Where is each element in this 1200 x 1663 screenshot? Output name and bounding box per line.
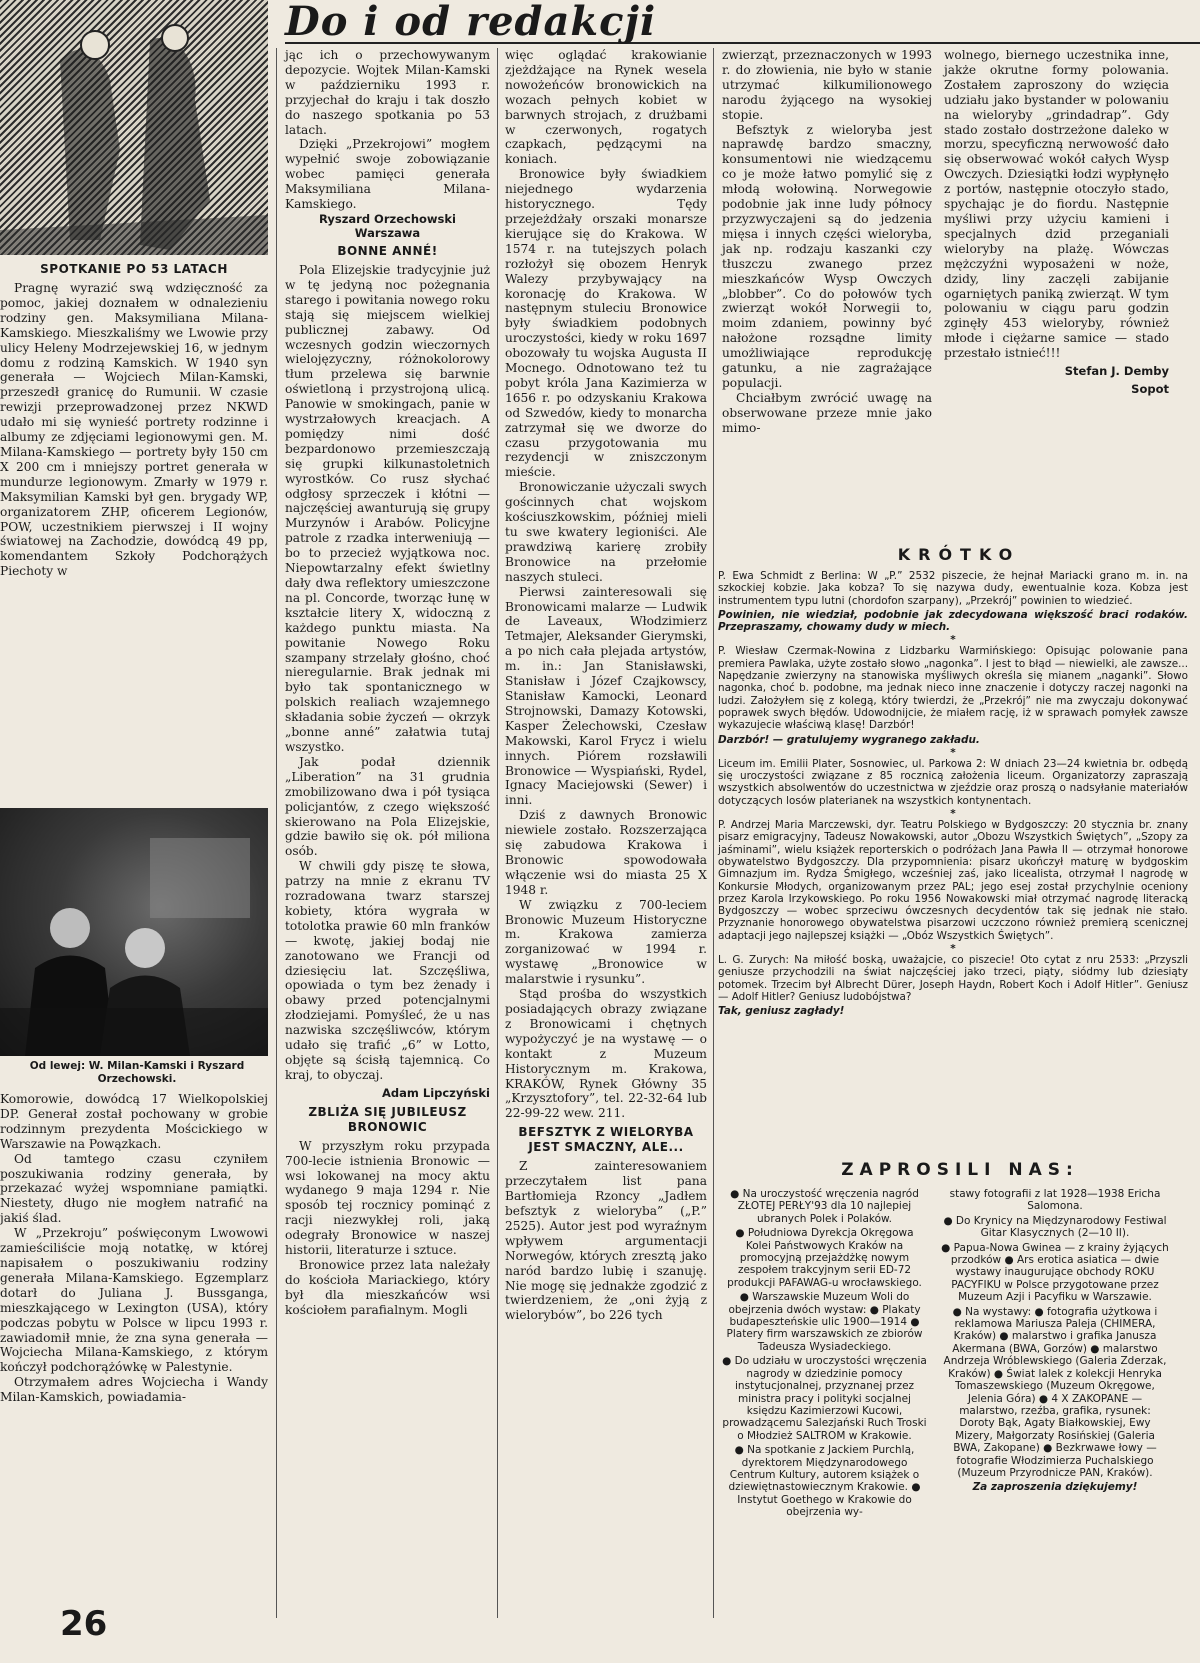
invitation-item: ● Do udziału w uroczystości wręczenia nagrody w dziedzinie pomocy instytucjonalnej, przyznanej przez ministra pracy i polityki socjalnej księdzu Kazimierzowi Kucowi, prowadzącemu Salezjański Ruch Troski o Młodzież SALTROM w Krakowie. bbox=[722, 1355, 927, 1442]
photo-caption: Od lewej: W. Milan-Kamski i Ryszard Orzechowski. bbox=[29, 1060, 245, 1085]
article-title-bonne-anne: BONNE ANNÉ! bbox=[337, 243, 438, 258]
krotko-section bbox=[718, 570, 1188, 1020]
article-title-befsztyk: BEFSZTYK Z WIELORYBA JEST SMACZNY, ALE... bbox=[518, 1125, 694, 1155]
paragraph: Z zainteresowaniem przeczytałem list pana Bartłomieja Rzoncy „Jadłem befsztyk z wieloryba” („P.” 2525). Autor jest pod wyraźnym wpływem argumentacji Norwegów, których zresztą jako naród bardzo lubię i szanuję. Nie mogę się jednakże zgodzić z twierdzeniem, że „oni żyją z wielorybów”, bo 226 tych bbox=[505, 1159, 707, 1323]
editor-reply: Darzbór! — gratulujemy wygranego zakładu. bbox=[718, 733, 980, 746]
paragraph: W chwili gdy piszę te słowa, patrzy na mnie z ekranu TV rozradowana twarz starszej kobiety, która wygrała w totolotka prawie 60 mln franków — kwotę, jakiej bodaj nie zanotowano we Francji od dziesięciu lat. Szczęśliwa, opowiada o tym bez żenady i obawy przed potencjalnymi złodziejami. Pomyśleć, że u nas nazwiska szczęśliwców, którym udało się trafić „6” w Lotto, objęte są ścisłą tajemnicą. Co kraj, to obyczaj. bbox=[285, 859, 490, 1082]
paragraph: Jak podał dziennik „Liberation” na 31 grudnia zmobilizowano dwa i pół tysiąca policjantów, z czego większość skierowano na Pola Elizejskie, gdzie bawiło się ok. pół miliona osób. bbox=[285, 754, 490, 859]
invitation-item: ● Do Krynicy na Międzynarodowy Festiwal Gitar Klasycznych (2—10 II). bbox=[943, 1214, 1167, 1240]
column-5 bbox=[944, 48, 1169, 400]
signature-name: Stefan J. Demby bbox=[1064, 364, 1169, 379]
signature-name: Ryszard Orzechowski bbox=[319, 211, 456, 226]
column-divider bbox=[713, 48, 714, 1618]
paragraph: zwierząt, przeznaczonych w 1993 r. do złowienia, nie było w stanie utrzymać kilkumilionowego narodu żyjącego na wysokiej stopie. bbox=[722, 48, 932, 122]
article-title-spotkanie: SPOTKANIE PO 53 LATACH bbox=[40, 262, 228, 276]
paragraph: Bronowiczanie użyczali swych gościnnych chat wojskom kościuszkowskim, później mieli tu swe kwatery legioniści. Ale prawdziwą karierę zrobiły Bronowice na przełomie naszych stuleci. bbox=[505, 480, 707, 584]
paragraph: W związku z 700-leciem Bronowic Muzeum Historyczne m. Krakowa zamierza zorganizować w 1994 r. wystawę „Bronowice w malarstwie i rysunku”. bbox=[505, 897, 707, 987]
zaprosili-left bbox=[722, 1188, 927, 1521]
separator-star: * bbox=[950, 634, 956, 647]
paragraph: więc oglądać krakowianie zjeżdżające na Rynek wesela nowożeńców bronowickich na wozach pełnych kobiet w barwnych strojach, z drużbami w czerwonych, rogatych czapkach, pędzącymi na koniach. bbox=[505, 48, 707, 167]
paragraph: Befsztyk z wieloryba jest naprawdę bardzo smaczny, konsumentowi nie wiedzącemu co je może łatwo pomylić się z młodą wołowiną. Norwegowie podobnie jak inne ludy północy przyzwyczajeni są do jedzenia mięsa i innych części wieloryba, jak np. rodzaju kaszanki czy tłuszczu zwanego przez mieszkańców Wysp Owczych „blobber”. Co do połowów tych zwierząt wokół Norwegii to, moim zdaniem, powinny być nałożone rozsądne limity umożliwiające reprodukcję gatunku, a nie zagrażające populacji. bbox=[722, 122, 932, 390]
section-title-krotko: KRÓTKO bbox=[897, 545, 1021, 564]
paragraph: Bronowice były świadkiem niejednego wydarzenia historycznego. Tędy przejeżdżały orszaki monarsze kierujące się do Krakowa. W 1574 r. na tutejszych polach rozłożył się obozem Henryk Walezy przybywający na koronację do Krakowa. W następnym stuleciu Bronowice były świadkiem podobnych uroczystości, kiedy w roku 1697 obozowały tu wojska Augusta II Mocnego. Odnotowano też tu pobyt króla Jana Kazimierza w 1656 r. po odzyskaniu Krakowa od Szwedów, kiedy to monarcha zatrzymał się we dworze do czasu przygotowania mu rezydencji w zniszczonym mieście. bbox=[505, 167, 707, 480]
paragraph: W przyszłym roku przypada 700-lecie istnienia Bronowic — wsi lokowanej na mocy aktu wydanego 9 maja 1294 r. Nie sposób tej rocznicy pominąć z racji niezwykłej roli, jaką odegrały Bronowice w naszej historii, literaturze i sztuce. bbox=[285, 1138, 490, 1258]
paragraph: Otrzymałem adres Wojciecha i Wandy Milan-Kamskich, powiadamia- bbox=[0, 1375, 268, 1405]
paragraph: jąc ich o przechowywanym depozycie. Wojtek Milan-Kamski w październiku 1993 r. przyjechał do kraju i tak doszło do naszego spotkania po 53 latach. bbox=[285, 48, 490, 137]
signature-city: Warszawa bbox=[354, 225, 421, 240]
paragraph: Dziś z dawnych Bronowic niewiele zostało. Rozszerzająca się zabudowa Krakowa i Bronowic spowodowała włączenie wsi do miasta 25 X 1948 r. bbox=[505, 808, 707, 897]
column-divider bbox=[276, 48, 277, 1618]
signature-city: Sopot bbox=[1131, 381, 1169, 396]
paragraph: Chciałbym zwrócić uwagę na obserwowane przeze mnie jako mimo- bbox=[722, 390, 932, 435]
column-4 bbox=[722, 48, 932, 436]
paragraph: Bronowice przez lata należały do kościoła Mariackiego, który był dla mieszkańców wsi kościołem parafialnym. Mogli bbox=[285, 1257, 490, 1317]
separator-star: * bbox=[950, 746, 956, 759]
separator-star: * bbox=[950, 808, 956, 821]
article-title-bronowice: ZBLIŻA SIĘ JUBILEUSZ BRONOWIC bbox=[308, 1104, 467, 1134]
invitation-item: ● Warszawskie Muzeum Woli do obejrzenia dwóch wystaw: ● Plakaty budapeszteńskie ulic 1900—1914 ● Platery firm warszawskich ze zbiorów Tadeusza Wysiadeckiego. bbox=[726, 1291, 923, 1353]
invitation-item: ● Papua-Nowa Gwinea — z krainy żyjących przodków ● Ars erotica asiatica — dwie wystawy inaugurujące obchody ROKU PACYFIKU w Polsce przygotowane przez Muzeum Azji i Pacyfiku w Warszawie. bbox=[941, 1241, 1169, 1304]
zaprosili-right bbox=[940, 1188, 1170, 1496]
invitation-item: ● Na wystawy: ● fotografia użytkowa i reklamowa Mariusza Paleja (CHIMERA, Kraków) ● malarstwo i grafika Janusza Akermana (BWA, Gorzów) ● malarstwo Andrzeja Wróblewskiego (Galeria Zderzak, Kraków) ● Świat lalek z kolekcji Henryka Tomaszewskiego (Muzeum Okręgowe, Jelenia Góra) ● 4 X ZAKOPANE — malarstwo, rzeźba, grafika, rysunek: Doroty Bąk, Agaty Białkowskiej, Ewy Mizery, Małgorzaty Rosińskiej (Galeria BWA, Zakopane) ● Bezkrwawe łowy — fotografie Włodzimierza Puchalskiego (Muzeum Przyrodnicze PAN, Kraków). bbox=[943, 1305, 1167, 1479]
section-title-zaprosili: ZAPROSILI NAS: bbox=[841, 1160, 1079, 1180]
paragraph: Komorowie, dowódcą 17 Wielkopolskiej DP. Generał został pochowany w grobie rodzinnym prezydenta Mościckiego w Warszawie na Powązkach. bbox=[0, 1092, 268, 1151]
paragraph: wolnego, biernego uczestnika inne, jakże okrutne formy polowania. Zostałem zaproszony do wzięcia udziału jako bystander w polowaniu na wieloryby „grindadrap”. Gdy stado zostało dostrzeżone daleko w morzu, specyficzną nerwowość dało się obserwować wokół całych Wysp Owczych. Dziesiątki łodzi wypłynęło z portów, następnie otoczyło stado, spychając je do fiordu. Następnie myśliwi przy użyciu kamieni i specjalnych dzid przeganiali wieloryby na plażę. Wówczas mężczyźni wyposażeni w noże, dzidy, liny zaczęli zabijanie ogarniętych paniką zwierząt. W tym polowaniu w ciągu paru godzin zginęły 453 wieloryby, również młode i ciężarne samice — stado przestało istnieć!!! bbox=[944, 48, 1169, 361]
column-1-continued bbox=[0, 1092, 268, 1405]
masthead bbox=[285, 0, 1200, 44]
paragraph: Stąd prośba do wszystkich posiadających obrazy związane z Bronowicami i chętnych wypożyczyć je na wystawę — o kontakt z Muzeum Historycznym m. Krakowa, KRAKÓW, Rynek Główny 35 „Krzysztofory”, tel. 22-32-64 lub 22-99-22 wew. 211. bbox=[505, 987, 707, 1121]
paragraph: Od tamtego czasu czyniłem poszukiwania rodziny generała, by przekazać wyżej wspomniane pamiątki. Niestety, długo nie mogłem natrafić na jakiś ślad. bbox=[0, 1151, 268, 1226]
column-1 bbox=[0, 258, 268, 579]
paragraph: Dzięki „Przekrojowi” mogłem wypełnić swoje zobowiązanie wobec pamięci generała Maksymiliana Milana-Kamskiego. bbox=[285, 137, 490, 212]
page-title: Do i od redakcji bbox=[285, 0, 657, 45]
letter-item: P. Wiesław Czermak-Nowina z Lidzbarku Warmińskiego: Opisując polowanie pana premiera Pawlaka, użyte zostało słowo „nagonka”. I jest to błąd — niewielki, ale zawsze... Napędzanie zwierzyny na stanowiska myśliwych określa się mianem „naganki”. Słowo nagonka, choć b. podobne, ma jednak nieco inne znaczenie i dotyczy raczej nagonki na ludzi. Założyłem się z kolegą, który twierdzi, że „Przekrój” nie ma zwyczaju dokonywać poprawek swych błędów. Udowodnijcie, że miałem rację, iż w sprawach pomyłek zawsze wykazujecie właściwą klasę! Darzbór! bbox=[718, 645, 1188, 732]
photo-two-men bbox=[0, 808, 268, 1056]
editor-reply: Tak, geniusz zagłady! bbox=[718, 1005, 845, 1018]
letter-item: P. Andrzej Maria Marczewski, dyr. Teatru Polskiego w Bydgoszczy: 20 stycznia br. znany pisarz emigracyjny, Tadeusz Nowakowski, autor „Obozu Wszystkich Świętych”, „Szopy za jaśminami”, wielu książek reporterskich o podróżach Jana Pawła II — otrzymał honorowe obywatelstwo Bydgoszczy. Dla przypomnienia: pisarz ukończył maturę w bydgoskim Gimnazjum im. Rydza Śmigłego, wcześniej zaś, jako licealista, otrzymał I nagrodę w Konkursie Młodych, organizowanym przez PAL; jego esej został przychylnie oceniony przez Karola Irzykowskiego. Po roku 1956 Nowakowski miał otrzymać nagrodę literacką Bydgoszczy — wobec sprzeciwu ówczesnych decydentów tak się jednak nie stało. Przyznanie honorowego obywatelstwa pisarzowi uczczono również premierą scenicznej adaptacji jego najlepszej książki — „Obóz Wszystkich Świętych”. bbox=[718, 819, 1188, 942]
page-number: 26 bbox=[60, 1604, 108, 1644]
paragraph: W „Przekroju” poświęconym Lwowowi zamieściliście moją notatkę, w której napisałem o poszukiwaniu rodziny generała Milana-Kamskiego. Egzemplarz dotarł do Juliana J. Bussganga, mieszkającego w Lexington (USA), który podczas pobytu w Polsce w lipcu 1993 r. zawiadomił mnie, że zna syna generała — Wojciecha Milana-Kamskiego, z którym kończył podchorążówkę w Palestynie. bbox=[0, 1226, 268, 1375]
letter-item: P. Ewa Schmidt z Berlina: W „P.” 2532 piszecie, że hejnał Mariacki grano m. in. na szkockiej kobzie. Jaka kobza? To się nazywa dudy, ewentualnie koza. Kobza jest instrumentem typu lutni (chordofon szarpany), „Przekrój” powinien to wiedzieć. bbox=[718, 570, 1188, 607]
signature-name: Adam Lipczyński bbox=[381, 1085, 490, 1100]
thanks-note: Za zaproszenia dziękujemy! bbox=[972, 1481, 1138, 1494]
editor-reply: Powinien, nie wiedział, podobnie jak zdecydowana większość braci rodaków. Przepraszamy, chowamy dudy w miech. bbox=[718, 608, 1188, 634]
engraving-illustration bbox=[0, 0, 268, 255]
paragraph: Pierwsi zainteresowali się Bronowicami malarze — Ludwik de Laveaux, Włodzimierz Tetmajer, Aleksander Gierymski, a po nich cała plejada artystów, m. in.: Jan Stanisławski, Stanisław i Józef Czajkowscy, Stanisław Kamocki, Leonard Strojnowski, Damazy Kotowski, Kasper Żelechowski, Czesław Makowski, Karol Frycz i wielu innych. Piórem rozsławili Bronowice — Wyspiański, Rydel, Ignacy Maciejowski (Sewer) i inni. bbox=[505, 584, 707, 808]
column-divider bbox=[497, 48, 498, 1618]
column-2 bbox=[285, 48, 490, 1318]
column-3 bbox=[505, 48, 707, 1323]
letter-item: L. G. Zurych: Na miłość boską, uważajcie, co piszecie! Oto cytat z nru 2533: „Przyszli geniusze przychodzili na świat najczęściej jako trzeci, piąty, siódmy lub dziesiąty potomek. Trzecim był Albrecht Dürer, Joseph Haydn, Robert Koch i Adolf Hitler”. Geniusz — Adolf Hitler? Geniusz ludobójstwa? bbox=[718, 954, 1188, 1003]
invitation-item: ● Na spotkanie z Jackiem Purchlą, dyrektorem Międzynarodowego Centrum Kultury, autorem książek o dziewiętnastowiecznym Krakowie. ● Instytut Goethego w Krakowie do obejrzenia wy- bbox=[728, 1444, 921, 1519]
separator-star: * bbox=[950, 943, 956, 956]
invitation-item: ● Południowa Dyrekcja Okręgowa Kolei Państwowych Kraków na promocyjną przejażdżkę nowym zespołem trakcyjnym serii ED-72 produkcji PAFAWAG-u wrocławskiego. bbox=[727, 1227, 922, 1289]
paragraph: Pragnę wyrazić swą wdzięczność za pomoc, jakiej doznałem w odnalezieniu rodziny gen. Maksymiliana Milana-Kamskiego. Mieszkaliśmy we Lwowie przy ulicy Heleny Modrzejewskiej 16, w jednym domu z rodziną Kamskich. W 1940 syn generała — Wojciech Milan-Kamski, przeszedł granicę do Rumunii. W czasie rewizji przeprowadzonej przez NKWD udało mi się wynieść portrety rodzinne i albumy ze zdjęciami legionowymi gen. M. Milana-Kamskiego — portrety były 150 cm X 200 cm i mniejszy portret generała w mundurze legionowym. Zmarły w 1979 r. Maksymilian Kamski był gen. brygady WP, organizatorem ZHP, oficerem Legionów, POW, uczestnikiem pierwszej i II wojny światowej na Zachodzie, dowódcą 49 pp, komendantem Szkoły Podchorążych Piechoty w bbox=[0, 281, 268, 579]
letter-item: Liceum im. Emilii Plater, Sosnowiec, ul. Parkowa 2: W dniach 23—24 kwietnia br. odbędą się uroczystości związane z 85 rocznicą założenia liceum. Organizatorzy zapraszają wszystkich absolwentów do uczestnictwa w zjeździe oraz proszą o nadsyłanie materiałów dotyczących losów platerianek na wszystkich kontynentach. bbox=[718, 757, 1188, 807]
photo-figures bbox=[0, 808, 268, 1056]
invitation-item: ● Na uroczystość wręczenia nagród ZŁOTEJ PERŁY'93 dla 10 najlepiej ubranych Polek i Polaków. bbox=[730, 1188, 919, 1225]
invitation-item: stawy fotografii z lat 1928—1938 Ericha Salomona. bbox=[949, 1188, 1161, 1213]
engraving-figures bbox=[0, 0, 268, 255]
paragraph: Pola Elizejskie tradycyjnie już w tę jedyną noc pożegnania starego i powitania nowego roku stają się miejscem wielkiej publicznej zabawy. Od wczesnych godzin wieczornych wielojęzyczny, różnokolorowy tłum przelewa się barwnie oświetloną i przystrojoną ulicą. Panowie w smokingach, panie w wystrzałowych kreacjach. A pomiędzy nimi dość bezpardonowo przemieszczają się grupki kilkunastoletnich wyrostków. Co rusz słychać odgłosy sprzeczek i kłótni — najczęściej awanturują się grupy Murzynów i Arabów. Policyjne patrole z rzadka interweniują — bo to przecież wyjątkowa noc. Niepowtarzalny efekt świetlny dały dwa reflektory umieszczone na pl. Concorde, tworząc łunę w kształcie litery X, widoczną z każdego punktu miasta. Na powitanie Nowego Roku szampany strzelały głośno, choć nieregularnie. Brak jednak mi było tak spontanicznego w polskich realiach wzajemnego składania sobie życzeń — okrzyk „bonne anné” załatwia tutaj wszystko. bbox=[285, 262, 490, 754]
